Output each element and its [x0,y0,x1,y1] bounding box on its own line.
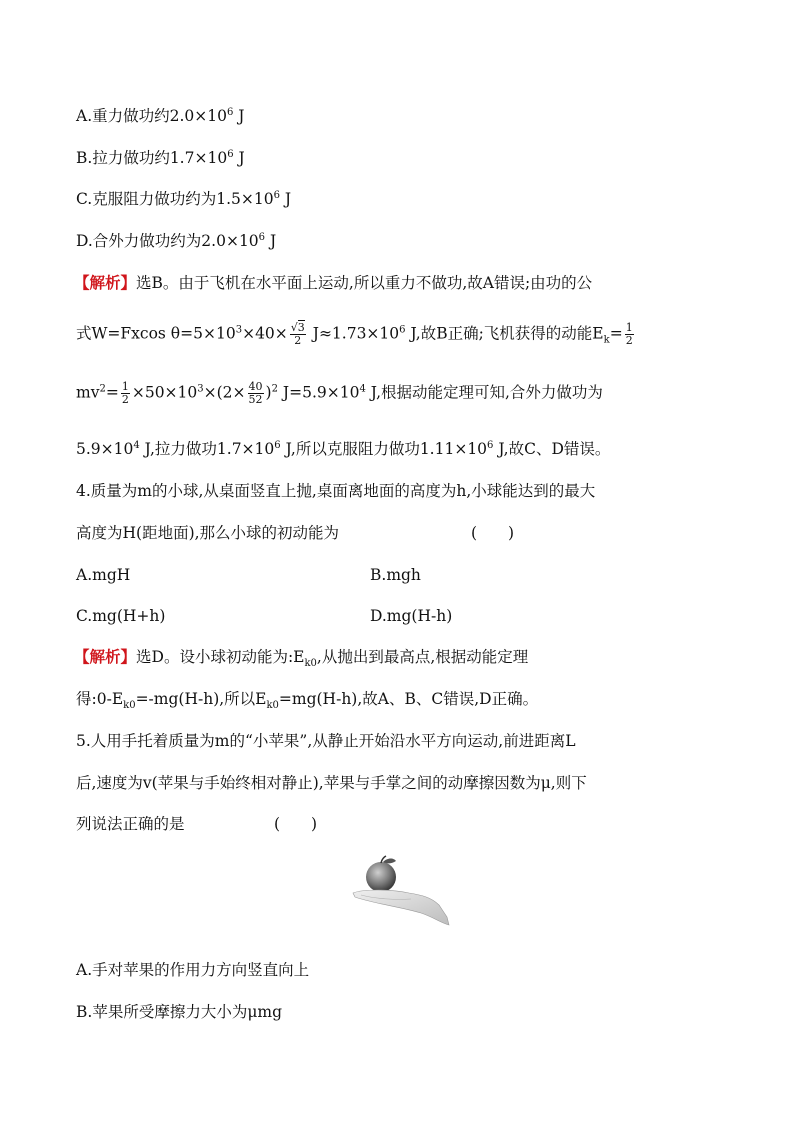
question-4-line-1: 4.质量为m的小球,从桌面竖直上抛,桌面离地面的高度为h,小球能达到的最大 [76,482,596,500]
analysis-q4-line-2: 得$:0-E_{k0}=-mg(H-h)$,所以$E_{k0}=mg(H-h)$,故A、B、C错误,D正确。 [76,690,539,712]
fraction-one-half: $\frac{1}{2}$ [121,380,129,406]
question-4-options-row-2 [76,606,453,626]
apple-shape [366,862,396,892]
option-d: D.mg(H-h) [370,607,453,625]
analysis-q3-line-3: $mv^2=$ $\frac{1}{2}$ $\times 50\times 10^3\times(2\times$ $\frac{40}{52}$ )$^2$ $J=5.9\times 10^4$ J,根据动能定理可知,合外力做功为 [76,380,603,406]
analysis-q3-line-4: $5.9\times 10^4$ J,拉力做功$1.7\times 10^6$ J,所以克服阻力做功$1.11\times 10^6$ J,故C、D错误。 [76,439,611,458]
fraction-40-over-52: $\frac{40}{52}$ [248,380,263,406]
question-5-line-1: 5.人用手托着质量为m的“小苹果”,从静止开始沿水平方向运动,前进距离L [76,732,576,750]
option-d: D.合外力做功约为$2.0\times 10^6$ J [76,231,277,250]
analysis-tag: 【解析】 [74,647,137,666]
fraction-sqrt3-over-2: $\frac{√3}{2}$ [290,321,305,347]
fraction-one-half: $\frac{1}{2}$ [625,321,633,347]
apple-leaf [383,859,396,864]
option-a: A.mgH [76,566,131,584]
analysis-q3-line-2: 式W=Fxcos $\theta=5\times 10^3\times 40\times$ $\frac{√3}{2}$ $J\approx 1.73\times 10^6$ J,故B正确;飞机获得的动能$E_k=$ $\frac{1}{2}$ [76,321,633,347]
question-4-line-2: 高度为H(距地面),那么小球的初动能为 ( ) [76,524,515,542]
option-c: C.mg(H+h) [76,607,166,625]
question-5-option-b: B.苹果所受摩擦力大小为μmg [76,1003,283,1021]
analysis-q3-line-1: 【解析】选B。由于飞机在水平面上运动,所以重力不做功,故A错误;由功的公 [74,273,593,292]
answer-blank: ( ) [274,815,318,833]
apple-in-hand-image [341,855,453,935]
hand-shape [353,890,449,925]
question-4-options-row-1 [76,565,421,585]
option-a: A.重力做功约$2.0\times 10^6$ J [76,106,245,125]
question-5-line-2: 后,速度为v(苹果与手始终相对静止),苹果与手掌之间的动摩擦因数为μ,则下 [76,774,587,792]
question-5-line-3: 列说法正确的是 ( ) [76,815,318,833]
analysis-tag: 【解析】 [74,273,137,292]
analysis-q4-line-1: 【解析】选D。设小球初动能为$:E_{k0}$,从抛出到最高点,根据动能定理 [74,647,529,670]
option-b: B.mgh [370,566,421,584]
option-c: C.克服阻力做功约为$1.5\times 10^6$ J [76,189,292,208]
option-b: B.拉力做功约$1.7\times 10^6$ J [76,148,245,167]
question-5-option-a: A.手对苹果的作用力方向竖直向上 [76,961,310,979]
answer-blank: ( ) [471,524,515,542]
